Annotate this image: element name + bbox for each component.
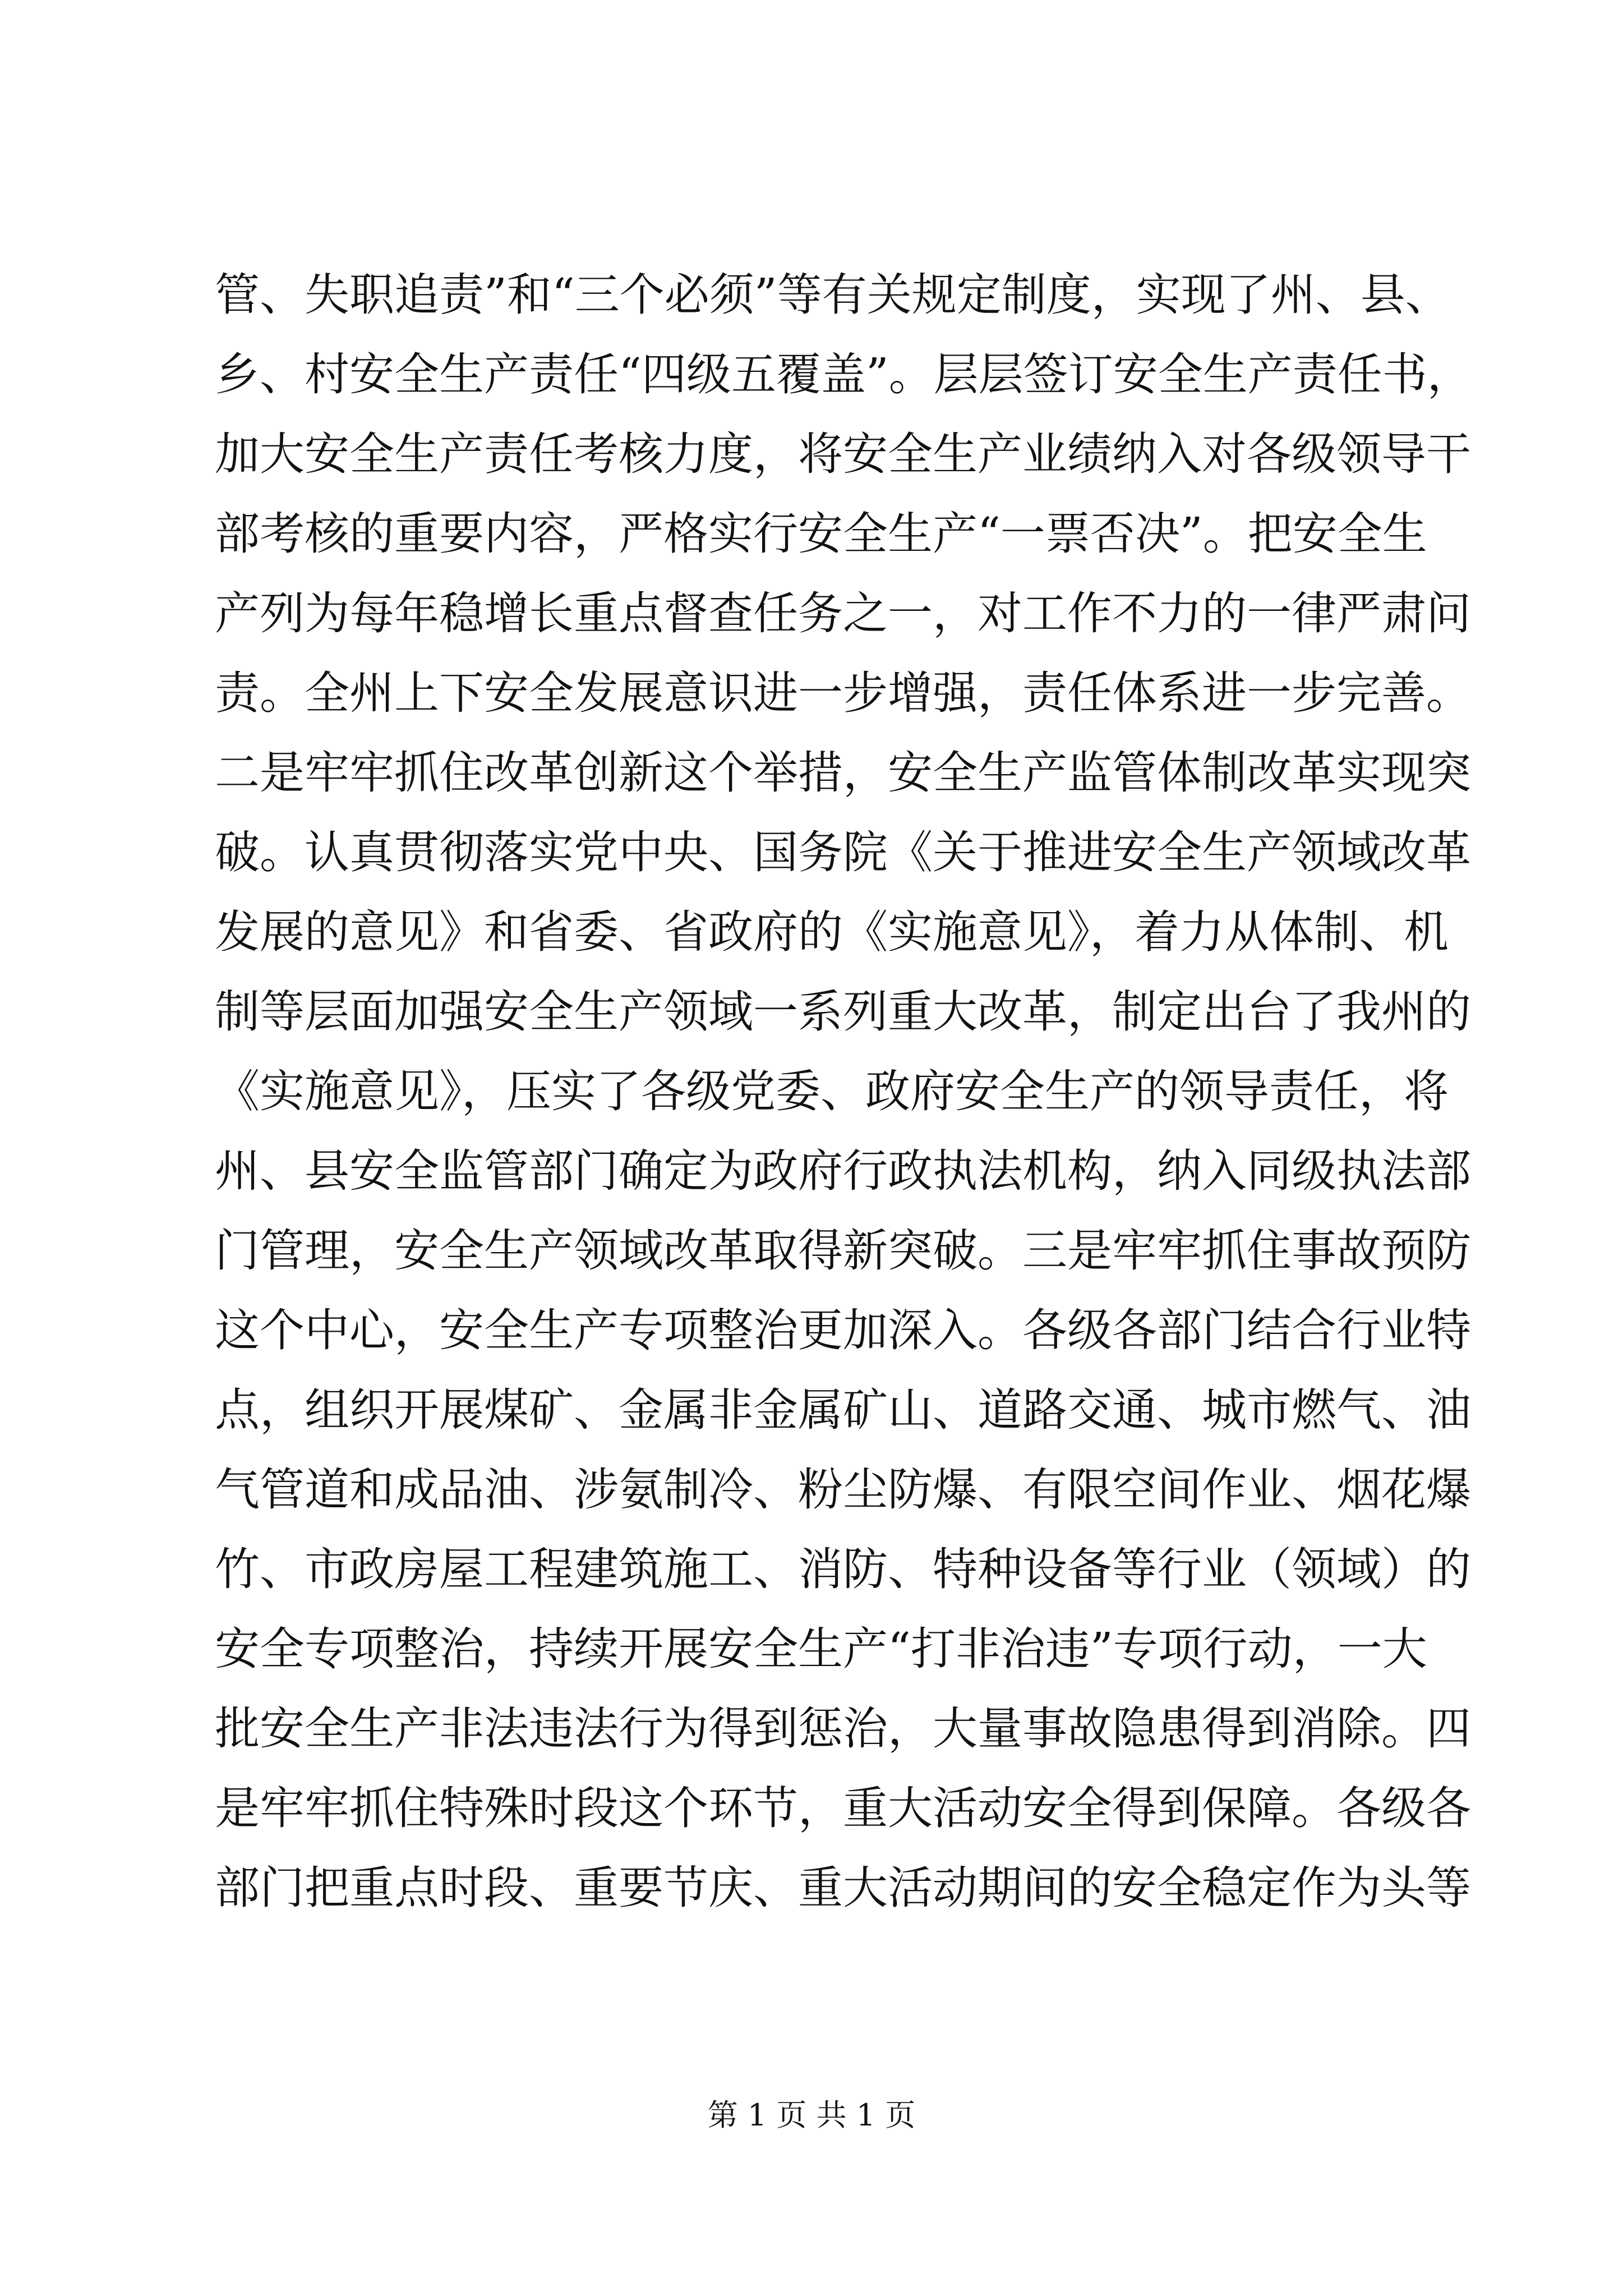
text-line: 气管道和成品油、涉氨制冷、粉尘防爆、有限空间作业、烟花爆 [215, 1464, 1471, 1516]
text-line: 是牢牢抓住特殊时段这个环节，重大活动安全得到保障。各级各 [215, 1782, 1471, 1834]
text-line: 州、县安全监管部门确定为政府行政执法机构，纳入同级执法部 [215, 1145, 1471, 1197]
text-line: 产列为每年稳增长重点督查任务之一，对工作不力的一律严肃问 [215, 587, 1471, 639]
text-line: 管、失职追责”和“三个必须”等有关规定制度，实现了州、县、 [215, 269, 1450, 321]
text-line: 点，组织开展煤矿、金属非金属矿山、道路交通、城市燃气、油 [215, 1384, 1471, 1436]
text-line: 发展的意见》和省委、省政府的《实施意见》，着力从体制、机 [215, 906, 1449, 958]
text-line: 责。全州上下安全发展意识进一步增强，责任体系进一步完善。 [215, 667, 1471, 719]
text-line: 乡、村安全生产责任“四级五覆盖”。层层签订安全生产责任书， [215, 348, 1472, 401]
page-footer: 第 1 页 共 1 页 [707, 2097, 916, 2133]
text-line: 加大安全生产责任考核力度，将安全生产业绩纳入对各级领导干 [215, 428, 1471, 480]
text-line: 竹、市政房屋工程建筑施工、消防、特种设备等行业（领域）的 [215, 1543, 1471, 1595]
text-line: 部门把重点时段、重要节庆、重大活动期间的安全稳定作为头等 [215, 1862, 1471, 1914]
text-line: 安全专项整治，持续开展安全生产“打非治违”专项行动，一大 [215, 1623, 1427, 1675]
text-line: 部考核的重要内容，严格实行安全生产“一票否决”。把安全生 [215, 508, 1427, 560]
text-line: 这个中心，安全生产专项整治更加深入。各级各部门结合行业特 [215, 1304, 1471, 1356]
text-line: 《实施意见》，压实了各级党委、政府安全生产的领导责任，将 [215, 1065, 1449, 1117]
text-line: 制等层面加强安全生产领域一系列重大改革，制定出台了我州的 [215, 986, 1471, 1038]
text-line: 二是牢牢抓住改革创新这个举措，安全生产监管体制改革实现突 [215, 747, 1471, 799]
text-line: 破。认真贯彻落实党中央、国务院《关于推进安全生产领域改革 [215, 826, 1471, 878]
text-line: 批安全生产非法违法行为得到惩治，大量事故隐患得到消除。四 [215, 1703, 1471, 1755]
body-text [215, 255, 1472, 1928]
text-line: 门管理，安全生产领域改革取得新突破。三是牢牢抓住事故预防 [215, 1225, 1471, 1277]
